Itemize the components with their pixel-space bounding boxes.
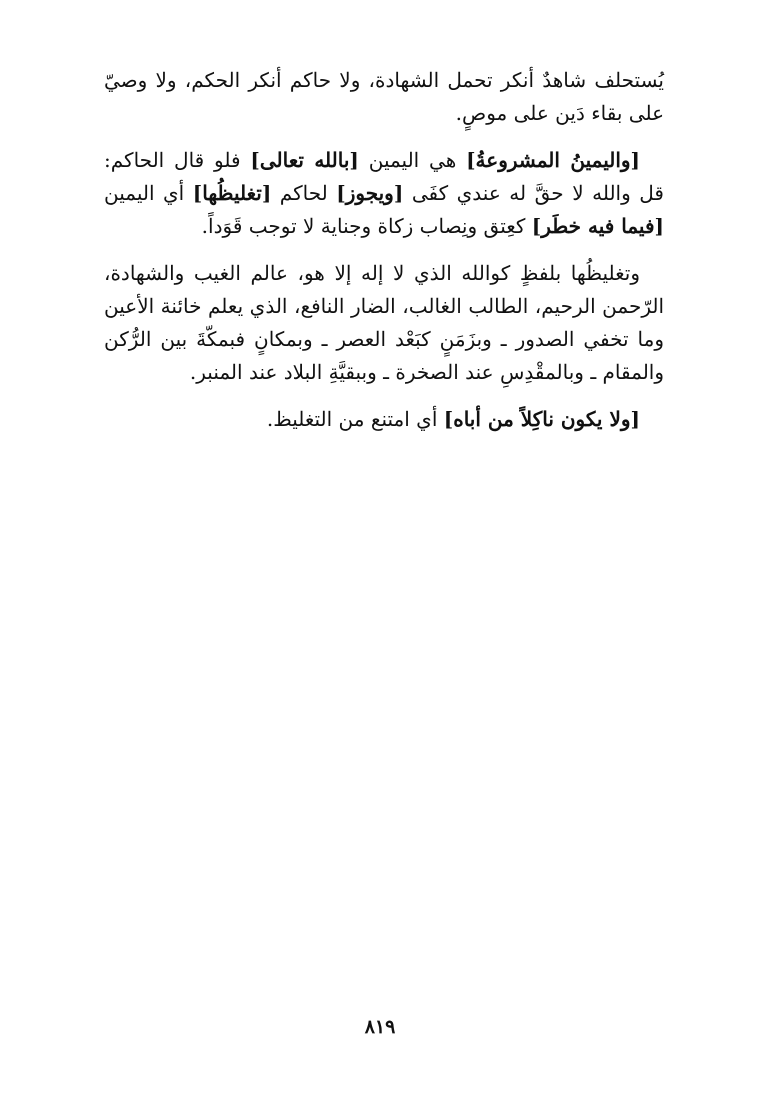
text-segment: أي امتنع من التغليظ. [266, 407, 444, 431]
text-segment: لحاكم [271, 181, 337, 205]
text-segment: هي اليمين [358, 148, 467, 172]
text-segment: فلو قال الحاكم: قل والله لا حقَّ له عندي كفَى [104, 148, 664, 205]
bold-term: [واليمينُ المشروعةُ] [466, 148, 641, 172]
page-number: ٨١٩ [364, 1016, 396, 1038]
bold-term: [ولا يكون ناكِلاً من أباه] [443, 407, 640, 431]
text-segment: وتغليظُها بلفظٍ كوالله الذي لا إله إلا هو، عالم الغيب والشهادة، الرّحمن الرحيم، الطالب الغالب، الضار النافع، الذي يعلم خائنة الأعين وما تخفي الصدور ـ وبزَمَنٍ كبَعْد العصر ـ وبمكانٍ فبمكّةَ بين الرُّكن والمقام ـ وبالمقْدِسِ عند الصخرة ـ وببقيَّةِ البلاد عند المنبر. [104, 261, 664, 384]
paragraph-3 [104, 257, 664, 389]
text-segment: أي اليمين [104, 181, 193, 205]
text-segment: يُستحلف شاهدٌ أنكر تحمل الشهادة، ولا حاكم أنكر الحكم، ولا وصيّ على بقاء دَين على موصٍ. [104, 68, 664, 125]
bold-term: [بالله تعالى] [250, 148, 359, 172]
bold-term: [ويجوز] [336, 181, 404, 205]
body-text [104, 64, 664, 450]
paragraph-1 [104, 64, 664, 130]
bold-term: [تغليظُها] [192, 181, 272, 205]
bold-term: [فيما فيه خطَر] [531, 214, 664, 238]
text-segment: كعِتق ونِصاب زكاة وجناية لا توجب قَوَداً. [201, 214, 532, 238]
paragraph-2 [104, 144, 664, 243]
paragraph-4 [104, 403, 664, 436]
